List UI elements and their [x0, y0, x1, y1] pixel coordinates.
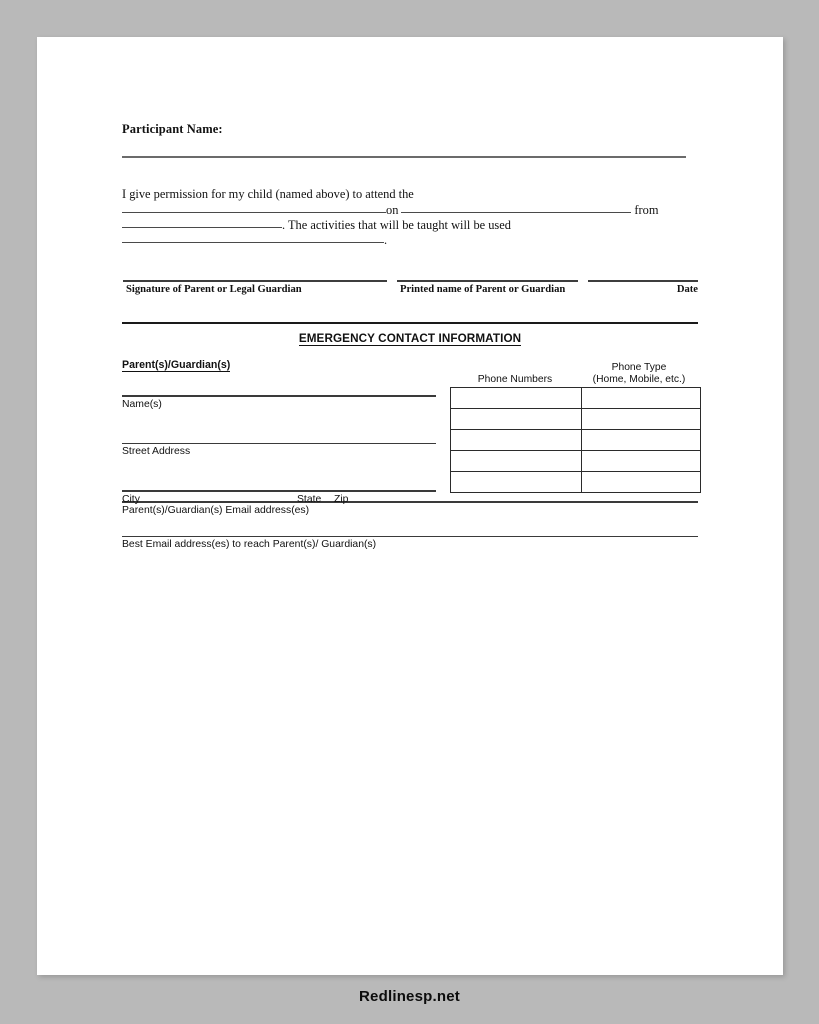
guardian-column-label-text: Parent(s)/Guardian(s): [122, 359, 231, 371]
event-time-blank[interactable]: [122, 216, 282, 228]
signature-row: [122, 280, 698, 310]
emergency-contact-section: [122, 359, 698, 505]
phone-number-cell[interactable]: [451, 472, 582, 493]
spacer-4: [122, 516, 698, 536]
phone-number-cell[interactable]: [451, 388, 582, 409]
phone-type-header-line1: Phone Type: [611, 362, 667, 373]
permission-from-text: from: [634, 203, 659, 217]
phone-number-cell[interactable]: [451, 409, 582, 430]
city-state-zip-captions: [122, 492, 438, 508]
permission-line-3: [122, 217, 698, 232]
name-field-caption: Name(s): [122, 398, 162, 410]
phone-type-column-header: [580, 362, 698, 386]
permission-line-1: [122, 187, 698, 202]
section-divider: [122, 322, 698, 324]
spacer-1: [122, 371, 438, 395]
phone-table-body: [451, 388, 701, 493]
phone-type-header-line2: (Home, Mobile, etc.): [592, 374, 686, 385]
table-row: [451, 430, 701, 451]
street-address-field-caption: Street Address: [122, 446, 191, 457]
phone-number-cell[interactable]: [451, 451, 582, 472]
city-state-zip-field: [122, 490, 438, 508]
participant-name-blank-line[interactable]: [122, 156, 686, 158]
phone-type-cell[interactable]: [582, 430, 701, 451]
date-blank-line[interactable]: [588, 280, 698, 282]
footer-watermark: Redlinesp.net: [359, 988, 460, 1005]
table-row: [451, 409, 701, 430]
phone-table-headers: [450, 357, 698, 387]
spacer-2: [122, 413, 438, 443]
event-name-blank[interactable]: [122, 201, 386, 213]
printed-name-caption: Printed name of Parent or Guardian: [400, 284, 566, 295]
email-fields-block: [122, 501, 698, 550]
document-page: [37, 37, 783, 975]
permission-line-1-text: I give permission for my child (named above) to attend the: [122, 187, 414, 201]
phone-number-cell[interactable]: [451, 430, 582, 451]
zip-caption: Zip: [334, 493, 349, 505]
phone-numbers-column-header: Phone Numbers: [477, 374, 553, 385]
activities-blank[interactable]: [122, 231, 384, 243]
phone-type-cell[interactable]: [582, 451, 701, 472]
spacer-3: [122, 460, 438, 490]
permission-paragraph: [122, 187, 698, 247]
phone-type-cell[interactable]: [582, 472, 701, 493]
event-date-blank[interactable]: [401, 201, 631, 213]
guardian-column-label: [122, 359, 438, 371]
permission-line-4: [122, 232, 698, 247]
phone-table: [450, 387, 701, 493]
guardian-fields-column: [122, 359, 438, 508]
city-caption: City: [122, 493, 140, 505]
permission-line-3-text: . The activities that will be taught will be used: [282, 218, 511, 232]
table-row: [451, 388, 701, 409]
permission-on-text: on: [386, 203, 399, 217]
table-row: [451, 472, 701, 493]
emergency-section-heading: [122, 332, 698, 345]
table-row: [451, 451, 701, 472]
emergency-section-heading-text: EMERGENCY CONTACT INFORMATION: [298, 332, 522, 345]
phone-type-cell[interactable]: [582, 409, 701, 430]
permission-line-4-text: .: [384, 233, 388, 247]
date-caption: Date: [676, 284, 698, 295]
signature-caption: Signature of Parent or Legal Guardian: [126, 284, 302, 295]
signature-blank-line[interactable]: [123, 280, 387, 282]
street-address-field: [122, 443, 438, 461]
phone-table-block: [450, 357, 698, 493]
name-field: [122, 395, 438, 413]
printed-name-blank-line[interactable]: [397, 280, 578, 282]
participant-name-label: Participant Name:: [122, 122, 223, 136]
state-caption: State: [297, 493, 322, 505]
form-content: [122, 122, 698, 550]
permission-line-2: [122, 202, 698, 217]
guardian-email-caption: Parent(s)/Guardian(s) Email address(es): [122, 504, 310, 516]
best-email-caption: Best Email address(es) to reach Parent(s)/ Guardian(s): [122, 539, 377, 550]
phone-type-cell[interactable]: [582, 388, 701, 409]
